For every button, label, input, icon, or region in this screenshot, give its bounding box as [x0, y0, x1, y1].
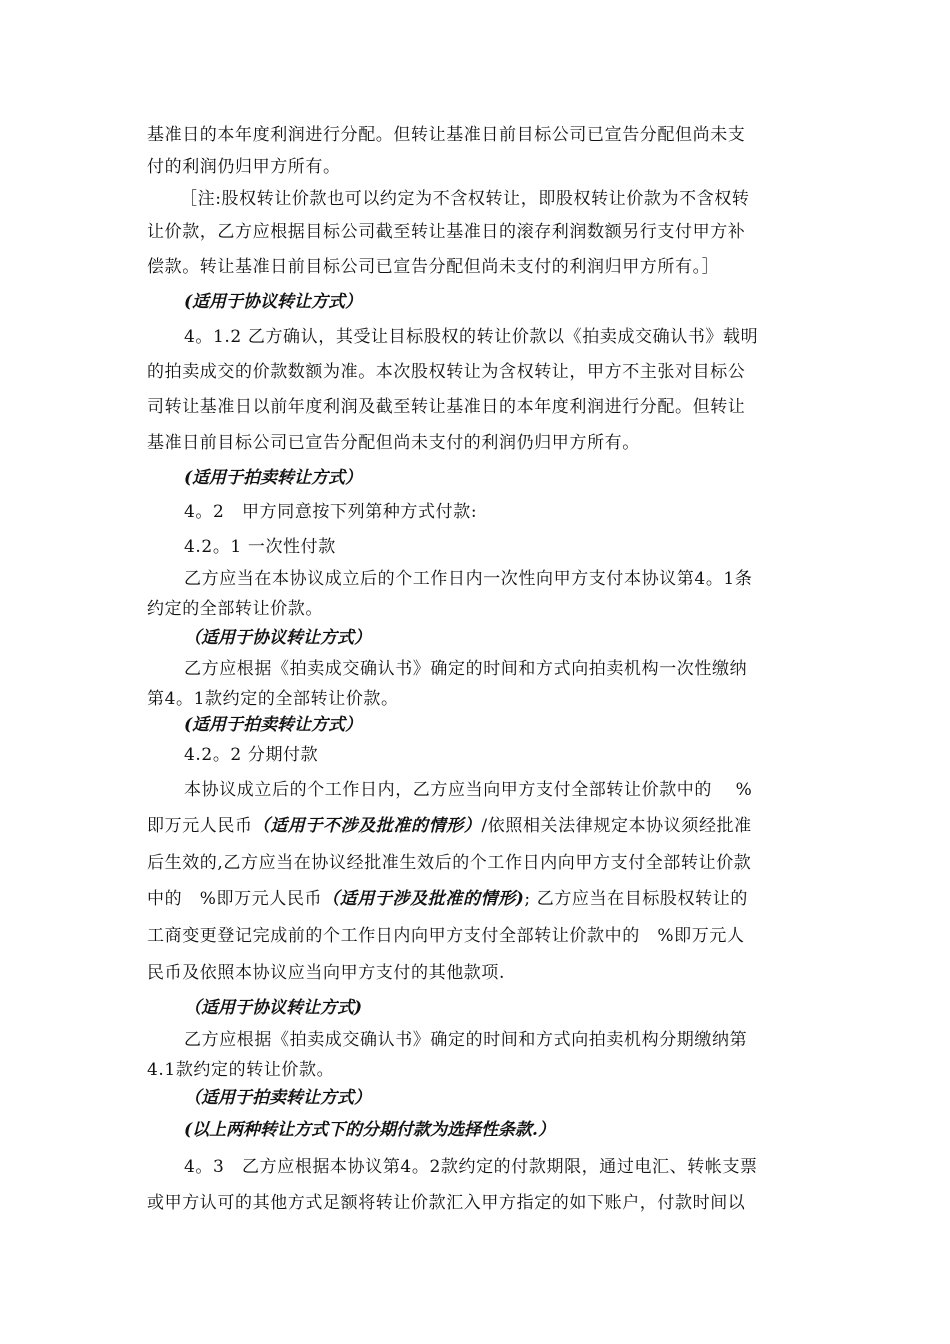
paragraph-line: 约定的全部转让价款。 — [147, 599, 323, 619]
applicability-note: (适用于拍卖转让方式） — [184, 468, 363, 488]
paragraph-line: 第4。1款约定的全部转让价款。 — [147, 689, 399, 709]
paragraph-line: 民币及依照本协议应当向甲方支付的其他款项. — [147, 963, 506, 983]
note-line: 让价款，乙方应根据目标公司截至转让基准日的滚存利润数额另行支付甲方补 — [147, 222, 746, 242]
applicability-inline: （适用于不涉及批准的情形） — [252, 816, 482, 836]
applicability-inline: （适用于涉及批准的情形) — [322, 889, 525, 909]
paragraph-line: 基准日前目标公司已宣告分配但尚未支付的利润仍归甲方所有。 — [147, 433, 640, 453]
applicability-note: (适用于拍卖转让方式） — [184, 715, 363, 735]
paragraph-line: 乙方应当在本协议成立后的个工作日内一次性向甲方支付本协议第4。1条 — [184, 569, 753, 589]
clause-4-3: 4。3 乙方应根据本协议第4。2款约定的付款期限，通过电汇、转帐支票 — [184, 1157, 758, 1177]
paragraph-line: 司转让基准日以前年度利润及截至转让基准日的本年度利润进行分配。但转让 — [147, 397, 746, 417]
paragraph-line: 工商变更登记完成前的个工作日内向甲方支付全部转让价款中的 %即万元人 — [147, 926, 745, 946]
note-line: ［注:股权转让价款也可以约定为不含权转让，即股权转让价款为不含权转 — [180, 189, 750, 209]
text-run: 中的 %即万元人民币 — [147, 889, 323, 909]
clause-4-2-2: 4.2。2 分期付款 — [184, 745, 319, 765]
clause-4-1-2: 4。1.2 乙方确认，其受让目标股权的转让价款以《拍卖成交确认书》载明 — [184, 327, 759, 347]
applicability-note: （适用于协议转让方式) — [184, 998, 363, 1018]
paragraph-line — [147, 887, 817, 911]
applicability-note: (适用于协议转让方式） — [184, 292, 363, 312]
paragraph-line: 乙方应根据《拍卖成交确认书》确定的时间和方式向拍卖机构分期缴纳第 — [184, 1030, 748, 1050]
clause-4-2-1: 4.2。1 一次性付款 — [184, 537, 336, 557]
paragraph-line: 或甲方认可的其他方式足额将转让价款汇入甲方指定的如下账户，付款时间以 — [147, 1193, 746, 1213]
paragraph-line — [147, 814, 817, 838]
paragraph-line: 乙方应根据《拍卖成交确认书》确定的时间和方式向拍卖机构一次性缴纳 — [184, 659, 748, 679]
text-run: ; 乙方应当在目标股权转让的 — [524, 889, 748, 909]
applicability-note: （适用于拍卖转让方式） — [184, 1088, 371, 1108]
optional-clause-note: (以上两种转让方式下的分期付款为选择性条款.） — [184, 1120, 555, 1140]
paragraph-line: 4.1款约定的转让价款。 — [147, 1060, 335, 1080]
text-run: 即万元人民币 — [147, 816, 253, 836]
clause-4-2: 4。2 甲方同意按下列第种方式付款: — [184, 502, 478, 522]
paragraph-line: 付的利润仍归甲方所有。 — [147, 157, 341, 177]
paragraph-line: 后生效的,乙方应当在协议经批准生效后的个工作日内向甲方支付全部转让价款 — [147, 853, 752, 873]
paragraph-line: 本协议成立后的个工作日内，乙方应当向甲方支付全部转让价款中的 % — [184, 780, 753, 800]
paragraph-line: 基准日的本年度利润进行分配。但转让基准日前目标公司已宣告分配但尚未支 — [147, 125, 746, 145]
paragraph-line: 的拍卖成交的价款数额为准。本次股权转让为含权转让，甲方不主张对目标公 — [147, 362, 746, 382]
text-run: /依照相关法律规定本协议须经批准 — [481, 816, 752, 836]
applicability-note: （适用于协议转让方式） — [184, 628, 371, 648]
note-line: 偿款。转让基准日前目标公司已宣告分配但尚未支付的利润归甲方所有。］ — [147, 257, 720, 277]
